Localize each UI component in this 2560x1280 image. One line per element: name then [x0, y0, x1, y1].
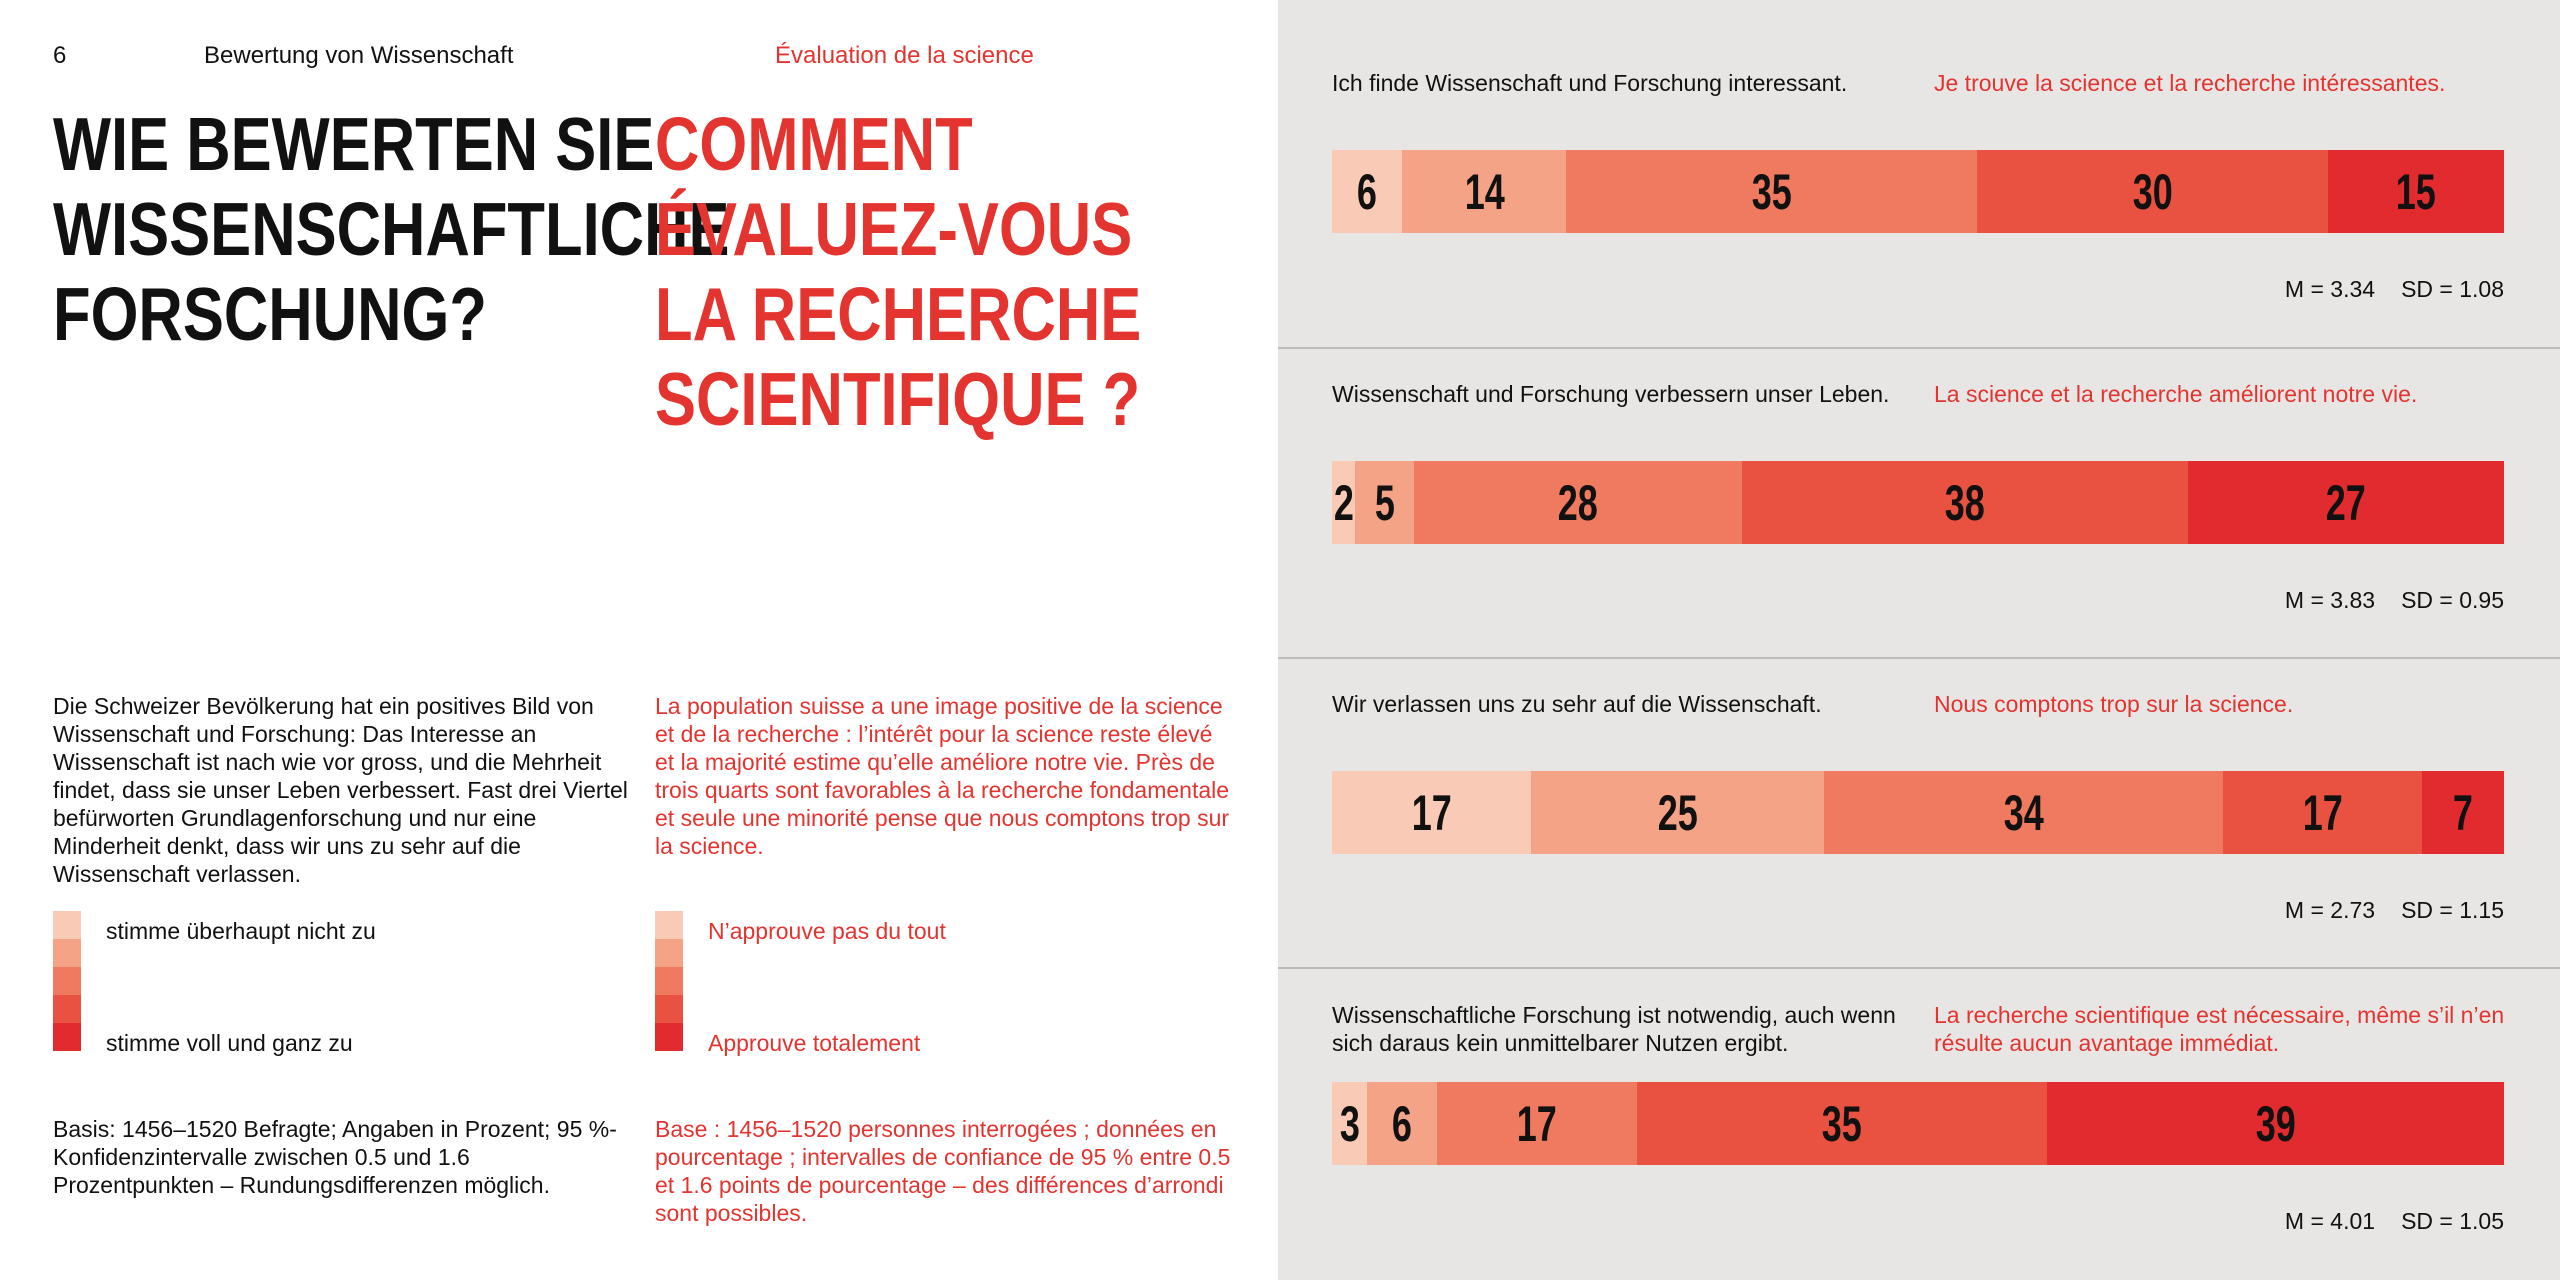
basis-note-de: Basis: 1456–1520 Befragte; Angaben in Prozent; 95 %-Konfidenzintervalle zwischen 0.5 und 1.6 Prozentpunkten – Rundungsdifferenzen möglich. — [53, 1116, 617, 1198]
item-stats — [1278, 587, 2504, 614]
stacked-bar — [1332, 771, 2504, 854]
title-de-line: WISSENSCHAFTLICHE — [53, 187, 730, 271]
item-label-fr: Je trouve la science et la recherche intéressantes. — [1934, 70, 2446, 96]
legend-high-label: stimme voll und ganz zu — [106, 1030, 353, 1056]
legend-scale-swatches — [655, 911, 683, 1051]
bar-segment — [1355, 461, 1414, 544]
bar-segment — [1437, 1082, 1636, 1165]
legend-low-label: N’approuve pas du tout — [708, 918, 946, 944]
bar-segment-value: 17 — [1517, 1095, 1558, 1152]
sd-value: SD = 1.15 — [2401, 897, 2504, 923]
legend-swatch — [53, 939, 81, 967]
bar-segment-value: 25 — [1657, 784, 1698, 841]
mean-value: M = 3.34 — [2284, 276, 2376, 302]
mean-value: M = 4.01 — [2284, 1208, 2376, 1234]
bar-segment-value: 38 — [1944, 474, 1985, 531]
legend-swatch — [655, 1023, 683, 1051]
legend-swatch — [655, 995, 683, 1023]
bar-segment — [1824, 771, 2222, 854]
bar-segment — [1332, 771, 1531, 854]
bar-segment-value: 6 — [1357, 163, 1378, 220]
item-stats — [1278, 897, 2504, 924]
basis-note-fr: Base : 1456–1520 personnes interrogées ; données en pourcentage ; intervalles de confiance de 95 % entre 0.5 et 1.6 points de pourcentage – des différences d’arrondi sont possibles. — [655, 1116, 1231, 1226]
stacked-bar — [1332, 1082, 2504, 1165]
item-label-de: Wissenschaftliche Forschung ist notwendig, auch wenn sich daraus kein unmittelbarer Nutzen ergibt. — [1332, 1002, 1896, 1056]
legend-swatch — [53, 967, 81, 995]
section-divider — [1278, 967, 2560, 969]
bar-segment — [1332, 1082, 1367, 1165]
title-fr-line: SCIENTIFIQUE ? — [655, 357, 1141, 441]
bar-segment-value: 17 — [1411, 784, 1452, 841]
intro-paragraph-fr: La population suisse a une image positive de la science et de la recherche : l’intérêt pour la science reste élevé et la majorité estime qu’elle améliore notre vie. Près de trois quarts sont favorables à la recherche fondamentale et seule une minorité pense que nous comptons trop sur la science. — [655, 693, 1230, 859]
bar-segment — [2223, 771, 2422, 854]
sd-value: SD = 1.08 — [2401, 276, 2504, 302]
bar-segment-value: 39 — [2255, 1095, 2296, 1152]
bar-segment — [2188, 461, 2504, 544]
bar-segment — [2422, 771, 2504, 854]
legend-swatch — [655, 967, 683, 995]
item-label-de: Wir verlassen uns zu sehr auf die Wissenschaft. — [1332, 691, 1822, 717]
title-fr-line: ÉVALUEZ-VOUS — [655, 187, 1133, 271]
bar-segment-value: 17 — [2302, 784, 2343, 841]
bar-segment-value: 28 — [1558, 474, 1599, 531]
bar-segment-value: 14 — [1464, 163, 1505, 220]
bar-segment — [1332, 461, 1355, 544]
stacked-bar — [1332, 461, 2504, 544]
bar-segment-value: 2 — [1333, 474, 1354, 531]
item-stats — [1278, 1208, 2504, 1235]
section-divider — [1278, 347, 2560, 349]
title-fr — [655, 102, 1141, 442]
bar-segment-value: 7 — [2452, 784, 2473, 841]
bar-segment — [1637, 1082, 2047, 1165]
bar-segment — [1367, 1082, 1437, 1165]
bar-segment — [1402, 150, 1566, 233]
title-fr-line: LA RECHERCHE — [655, 272, 1142, 356]
right-page-chart-panel — [1278, 0, 2560, 1280]
bar-segment-value: 34 — [2003, 784, 2044, 841]
page-number: 6 — [53, 42, 67, 69]
intro-paragraph-de: Die Schweizer Bevölkerung hat ein positives Bild von Wissenschaft und Forschung: Das Interesse an Wissenschaft ist nach wie vor gross, und die Mehrheit findet, dass sie unser Leben verbessert. Fast drei Viertel befürworten Grundlagenforschung und nur eine Minderheit denkt, dass wir uns zu sehr auf die Wissenschaft verlassen. — [53, 693, 628, 887]
section-header-de: Bewertung von Wissenschaft — [204, 42, 514, 69]
legend-swatch — [655, 939, 683, 967]
bar-segment-value: 27 — [2325, 474, 2366, 531]
sd-value: SD = 0.95 — [2401, 587, 2504, 613]
bar-segment-value: 15 — [2396, 163, 2437, 220]
title-de-line: FORSCHUNG? — [53, 272, 487, 356]
bar-segment — [1531, 771, 1824, 854]
bar-segment-value: 5 — [1374, 474, 1395, 531]
item-stats — [1278, 276, 2504, 303]
bar-segment — [1414, 461, 1742, 544]
bar-segment — [2328, 150, 2504, 233]
bar-segment — [1742, 461, 2187, 544]
item-label-fr: La science et la recherche améliorent notre vie. — [1934, 381, 2418, 407]
item-label-de: Ich finde Wissenschaft und Forschung interessant. — [1332, 70, 1848, 96]
mean-value: M = 3.83 — [2284, 587, 2376, 613]
legend-low-label: stimme überhaupt nicht zu — [106, 918, 376, 944]
item-label-fr: Nous comptons trop sur la science. — [1934, 691, 2294, 717]
left-page — [0, 0, 1278, 1280]
bar-segment-value: 6 — [1392, 1095, 1413, 1152]
legend-high-label: Approuve totalement — [708, 1030, 921, 1056]
bar-segment-value: 35 — [1751, 163, 1792, 220]
bar-segment — [1566, 150, 1976, 233]
bar-segment-value: 30 — [2132, 163, 2173, 220]
bar-segment — [1977, 150, 2329, 233]
mean-value: M = 2.73 — [2284, 897, 2376, 923]
section-divider — [1278, 657, 2560, 659]
title-fr-line: COMMENT — [655, 102, 973, 186]
title-de — [53, 102, 730, 357]
sd-value: SD = 1.05 — [2401, 1208, 2504, 1234]
legend-swatch — [53, 1023, 81, 1051]
item-label-fr: La recherche scientifique est nécessaire, même s’il n’en résulte aucun avantage immédiat. — [1934, 1002, 2505, 1056]
title-de-line: WIE BEWERTEN SIE — [53, 102, 655, 186]
legend-swatch — [655, 911, 683, 939]
bar-segment — [1332, 150, 1402, 233]
bar-segment — [2047, 1082, 2504, 1165]
legend-swatch — [53, 995, 81, 1023]
stacked-bar — [1332, 150, 2504, 233]
legend-swatch — [53, 911, 81, 939]
bar-segment-value: 35 — [1821, 1095, 1862, 1152]
item-label-de: Wissenschaft und Forschung verbessern unser Leben. — [1332, 381, 1890, 407]
bar-segment-value: 3 — [1339, 1095, 1360, 1152]
legend-scale-swatches — [53, 911, 81, 1051]
section-header-fr: Évaluation de la science — [775, 42, 1034, 69]
